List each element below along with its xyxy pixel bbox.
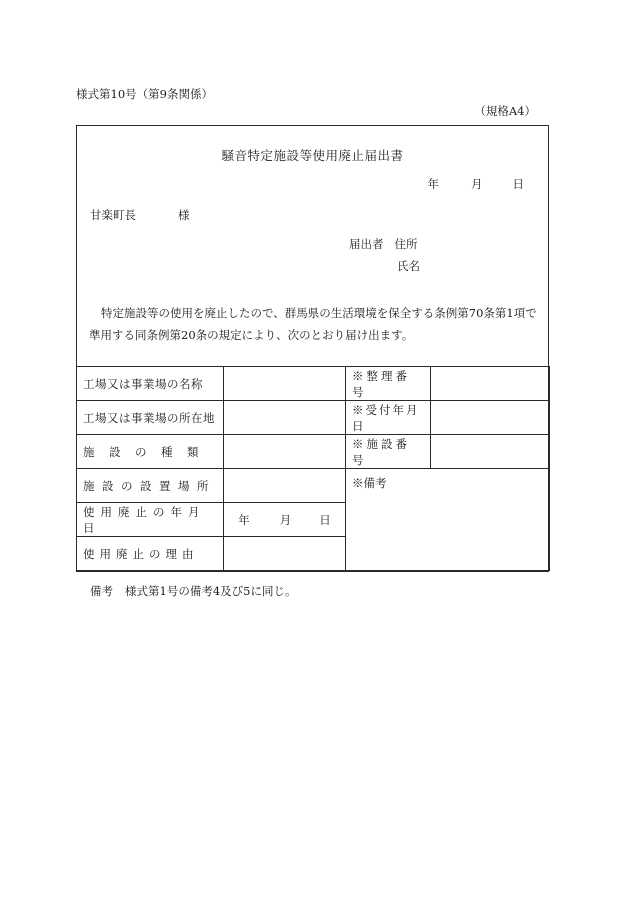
abolition-reason-field[interactable] <box>224 537 346 571</box>
statement-paragraph: 特定施設等の使用を廃止したので、群馬県の生活環境を保全する条例第70条第1項で準用する同条例第20条の規定により、次のとおり届け出ます。 <box>89 306 537 342</box>
notes-label: ※備考 <box>352 476 387 490</box>
document-title: 騒音特定施設等使用廃止届出書 <box>221 148 404 163</box>
facility-number-label: ※施設番号 <box>346 435 431 469</box>
factory-location-field[interactable] <box>224 401 346 435</box>
factory-location-label: 工場又は事業場の所在地 <box>77 401 224 435</box>
facility-type-field[interactable] <box>224 435 346 469</box>
factory-name-field[interactable] <box>224 367 346 401</box>
remarks-text: 様式第1号の備考4及び5に同じ。 <box>125 584 297 598</box>
date-day-label: 日 <box>512 177 524 191</box>
submission-date <box>428 176 525 192</box>
table-row <box>77 469 550 503</box>
abolition-reason-label: 使用廃止の理由 <box>77 537 224 571</box>
details-table <box>76 366 550 571</box>
receipt-date-label: ※受付年月日 <box>346 401 431 435</box>
notes-cell[interactable] <box>346 469 550 571</box>
abolition-date-field[interactable] <box>224 503 346 537</box>
abolition-day-label: 日 <box>319 512 331 527</box>
ref-number-label: ※整理番号 <box>346 367 431 401</box>
applicant-label: 届出者 <box>349 237 384 251</box>
abolition-date-label: 使用廃止の年月日 <box>77 503 224 537</box>
abolition-year-label: 年 <box>238 512 250 527</box>
table-row <box>77 435 550 469</box>
ref-number-field[interactable] <box>431 367 550 401</box>
abolition-month-label: 月 <box>279 512 292 527</box>
address-label: 住所 <box>394 237 418 251</box>
recipient-line <box>90 207 190 223</box>
facility-location-label: 施設の設置場所 <box>77 469 224 503</box>
remarks-line <box>90 583 296 599</box>
table-row <box>77 367 550 401</box>
date-month-label: 月 <box>471 177 483 191</box>
form-number: 様式第10号（第9条関係） <box>76 87 213 101</box>
table-row <box>77 401 550 435</box>
name-label: 氏名 <box>397 259 420 273</box>
applicant-address-line <box>349 236 418 252</box>
date-year-label: 年 <box>427 177 439 191</box>
paper-size-note: （規格A4） <box>474 104 536 118</box>
recipient-honorific: 様 <box>178 208 190 222</box>
receipt-date-field[interactable] <box>431 401 550 435</box>
recipient-name: 甘楽町長 <box>90 208 136 222</box>
facility-location-field[interactable] <box>224 469 346 503</box>
facility-number-field[interactable] <box>431 435 550 469</box>
factory-name-label: 工場又は事業場の名称 <box>77 367 224 401</box>
form-frame <box>76 125 549 572</box>
facility-type-label: 施設の種類 <box>77 435 224 469</box>
remarks-label: 備考 <box>90 584 113 598</box>
